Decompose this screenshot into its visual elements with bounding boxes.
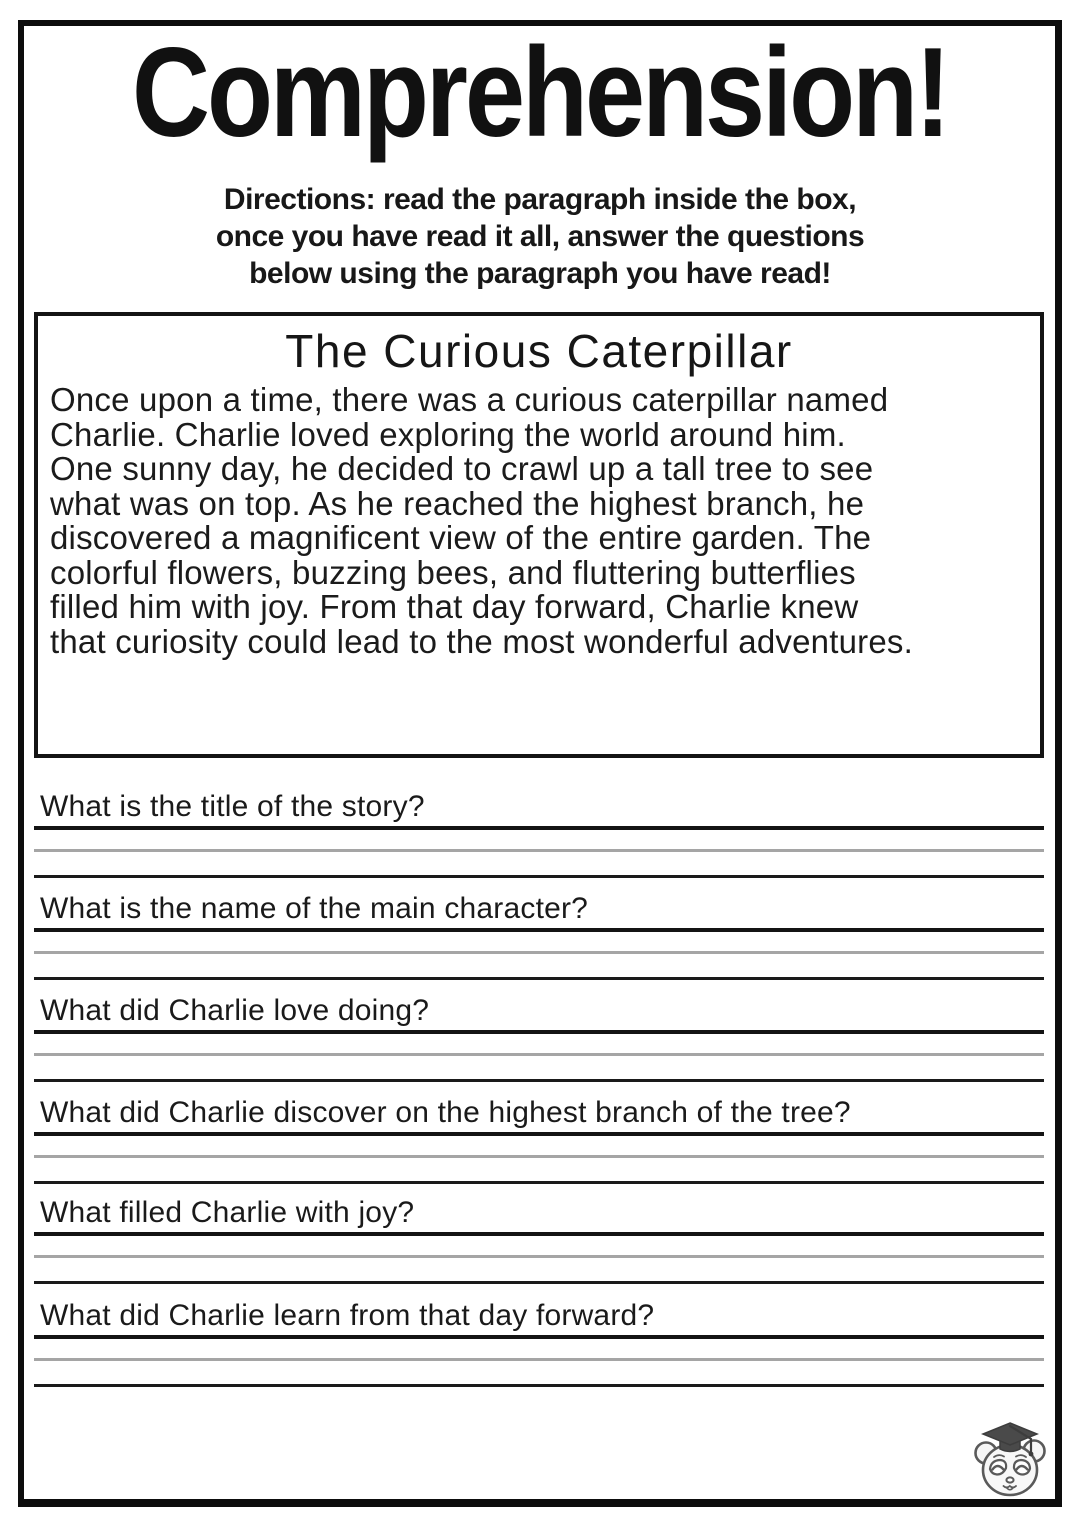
question-6-label: What did Charlie learn from that day forward? bbox=[34, 1300, 1044, 1339]
question-block-5 bbox=[34, 1197, 1044, 1284]
story-line: what was on top. As he reached the highest branch, he bbox=[50, 484, 865, 522]
question-block-3 bbox=[34, 995, 1044, 1082]
story-box bbox=[34, 312, 1044, 758]
worksheet-title: Comprehension! bbox=[131, 20, 949, 164]
directions-line-1: Directions: read the paragraph inside the box, bbox=[223, 183, 857, 216]
story-line: filled him with joy. From that day forward, Charlie knew bbox=[50, 588, 859, 625]
question-block-4 bbox=[34, 1097, 1044, 1184]
story-paragraph bbox=[50, 383, 1032, 659]
answer-line bbox=[34, 1053, 1044, 1056]
directions-line-3: below using the paragraph you have read! bbox=[249, 257, 831, 290]
story-line: colorful flowers, buzzing bees, and fluttering butterflies bbox=[50, 553, 856, 591]
answer-line bbox=[34, 849, 1044, 852]
answer-line bbox=[34, 1384, 1044, 1387]
question-block-6 bbox=[34, 1300, 1044, 1387]
question-block-2 bbox=[34, 893, 1044, 980]
question-block-1 bbox=[34, 791, 1044, 878]
answer-line bbox=[34, 1255, 1044, 1258]
answer-line bbox=[34, 1281, 1044, 1284]
story-line: One sunny day, he decided to crawl up a tall tree to see bbox=[50, 450, 874, 487]
graduate-bear-mascot-icon bbox=[973, 1406, 1047, 1500]
answer-line bbox=[34, 951, 1044, 954]
question-2-label: What is the name of the main character? bbox=[34, 893, 1044, 932]
story-line: that curiosity could lead to the most wonderful adventures. bbox=[50, 622, 913, 660]
answer-line bbox=[34, 1358, 1044, 1361]
directions-line-2: once you have read it all, answer the questions bbox=[215, 220, 865, 253]
answer-line bbox=[34, 875, 1044, 878]
answer-line bbox=[34, 1155, 1044, 1158]
story-title: The Curious Caterpillar bbox=[285, 325, 793, 377]
question-4-label: What did Charlie discover on the highest branch of the tree? bbox=[34, 1097, 1044, 1136]
question-5-label: What filled Charlie with joy? bbox=[34, 1197, 1044, 1236]
story-line: Once upon a time, there was a curious caterpillar named bbox=[50, 381, 889, 418]
directions-text bbox=[0, 181, 1080, 292]
question-1-label: What is the title of the story? bbox=[34, 791, 1044, 830]
question-3-label: What did Charlie love doing? bbox=[34, 995, 1044, 1034]
answer-line bbox=[34, 1079, 1044, 1082]
answer-line bbox=[34, 1181, 1044, 1184]
answer-line bbox=[34, 977, 1044, 980]
story-line: Charlie. Charlie loved exploring the world around him. bbox=[50, 415, 846, 453]
story-line: discovered a magnificent view of the entire garden. The bbox=[50, 519, 872, 556]
